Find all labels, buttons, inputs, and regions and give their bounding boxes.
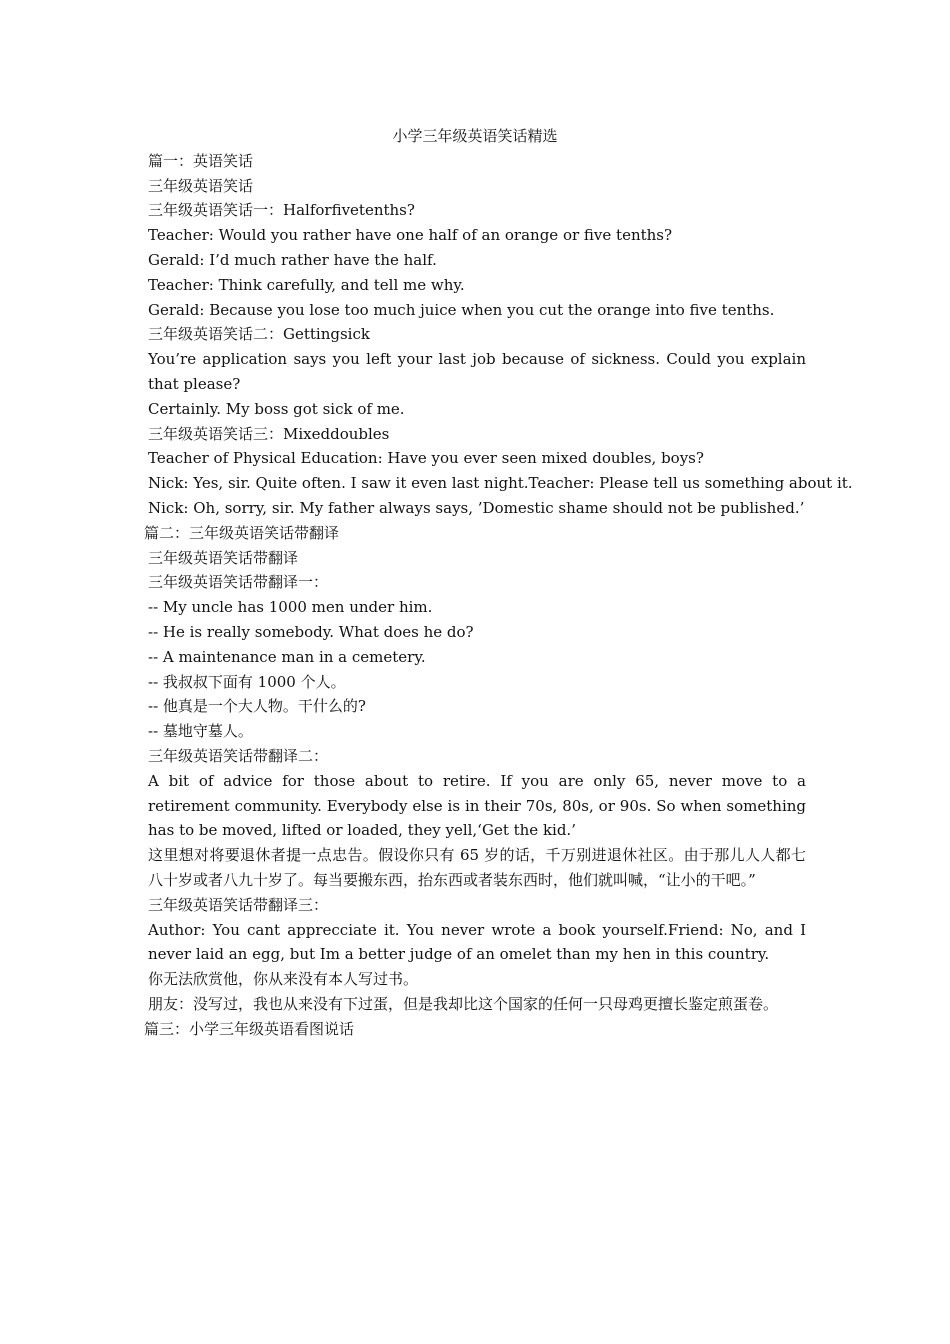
body-line: -- A maintenance man in a cemetery. bbox=[148, 647, 426, 666]
body-paragraph: You’re application says you left your last job because of sickness. Could you explain that please? bbox=[148, 350, 806, 393]
body-paragraph: 这里想对将要退休者提一点忠告。假设你只有 65 岁的话，千万别进退休社区。由于那儿人人都七八十岁或者八九十岁了。每当要搬东西，抬东西或者装东西时，他们就叫喊，“让小的干吧。” bbox=[148, 846, 806, 889]
body-line: -- He is really somebody. What does he do? bbox=[148, 622, 474, 641]
body-line: 三年级英语笑话带翻译 bbox=[148, 548, 299, 567]
body-line: Teacher of Physical Education: Have you ever seen mixed doubles, boys? bbox=[148, 449, 704, 468]
body-paragraph: 朋友：没写过，我也从来没有下过蛋，但是我却比这个国家的任何一只母鸡更擅长鉴定煎蛋卷。 bbox=[148, 994, 779, 1013]
body-line: Nick: Yes, sir. Quite often. I saw it even last night.Teacher: Please tell us something about it. bbox=[148, 474, 853, 493]
body-line: Teacher: Think carefully, and tell me why. bbox=[148, 275, 465, 294]
body-line: -- 墓地守墓人。 bbox=[148, 722, 253, 741]
document-title: 小学三年级英语笑话精选 bbox=[392, 127, 558, 145]
body-line: 三年级英语笑话带翻译三： bbox=[148, 895, 329, 914]
body-line: 篇二：三年级英语笑话带翻译 bbox=[144, 523, 340, 542]
body-line: 三年级英语笑话二：Gettingsick bbox=[148, 325, 370, 344]
document-page bbox=[144, 124, 853, 1041]
body-paragraph: A bit of advice for those about to retire. If you are only 65, never move to a retirement community. Everybody else is in their 70s, 80s, or 90s. So when something has to be moved, lifted or loaded, they yell,‘Get the kid.’ bbox=[148, 771, 806, 840]
body-line: -- 他真是一个大人物。干什么的? bbox=[148, 697, 366, 716]
body-line: Gerald: Because you lose too much juice when you cut the orange into five tenths. bbox=[148, 300, 775, 319]
body-line: 三年级英语笑话带翻译二： bbox=[148, 746, 329, 765]
body-line: Certainly. My boss got sick of me. bbox=[148, 399, 405, 418]
body-line: 篇三：小学三年级英语看图说话 bbox=[144, 1019, 355, 1038]
body-line: 三年级英语笑话三：Mixeddoubles bbox=[148, 424, 390, 443]
body-line: -- 我叔叔下面有 1000 个人。 bbox=[148, 672, 346, 691]
body-line: Nick: Oh, sorry, sir. My father always says, ’Domestic shame should not be published.’ bbox=[148, 498, 805, 517]
document-body bbox=[144, 149, 853, 1042]
body-line: Teacher: Would you rather have one half of an orange or five tenths? bbox=[148, 226, 673, 245]
body-line: Gerald: I’d much rather have the half. bbox=[148, 250, 437, 269]
body-line: 篇一：英语笑话 bbox=[148, 151, 254, 170]
body-line: -- My uncle has 1000 men under him. bbox=[148, 598, 433, 617]
body-line: 三年级英语笑话一：Halforfivetenths? bbox=[148, 201, 415, 220]
body-line: 三年级英语笑话 bbox=[148, 176, 254, 195]
body-line: 你无法欣赏他，你从来没有本人写过书。 bbox=[148, 970, 419, 989]
body-line: 三年级英语笑话带翻译一： bbox=[148, 573, 329, 592]
body-paragraph: Author: You cant apprecciate it. You never wrote a book yourself.Friend: No, and I never laid an egg, but Im a better judge of an omelet than my hen in this country. bbox=[148, 920, 806, 964]
